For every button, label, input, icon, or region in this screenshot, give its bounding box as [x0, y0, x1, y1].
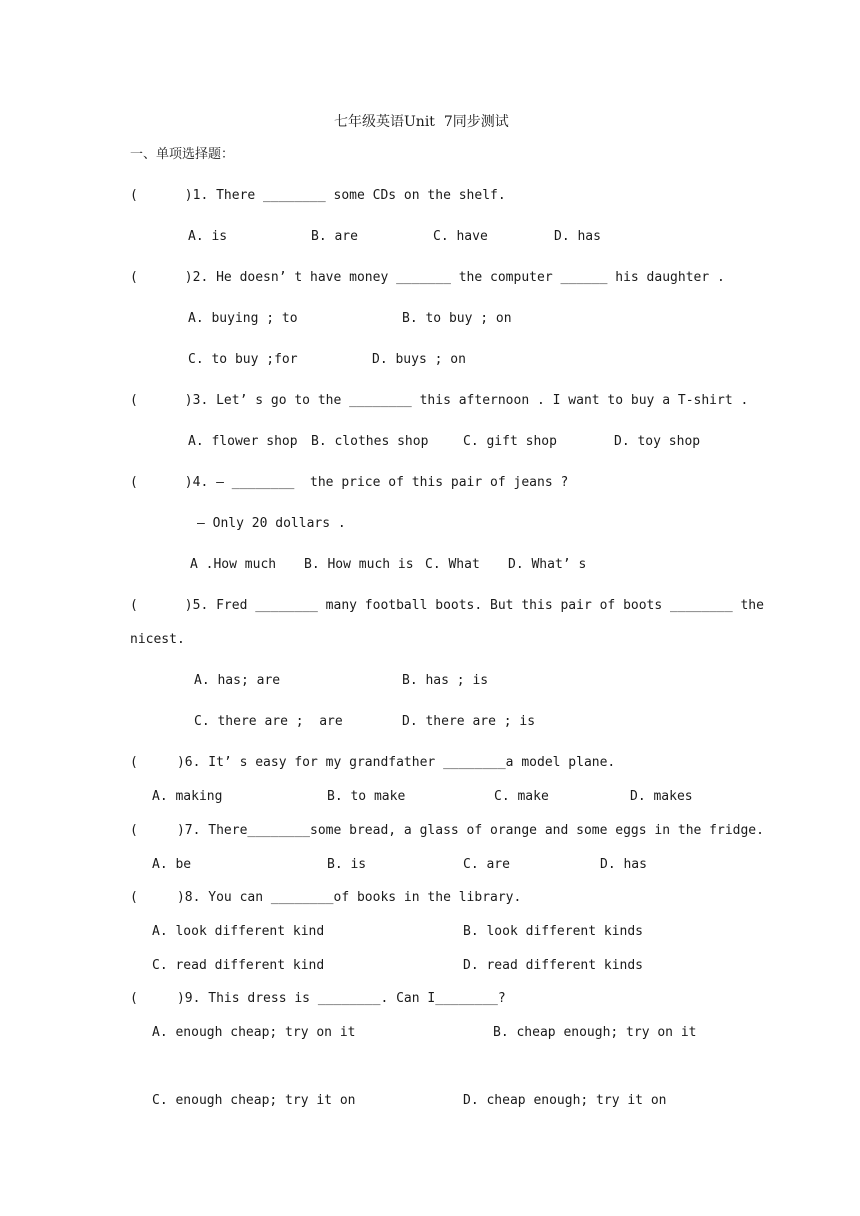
question-5-stem: ( )5. Fred ________ many football boots. But this pair of boots ________ the: [130, 598, 764, 613]
question-6-stem: ( )6. It’ s easy for my grandfather ________a model plane.: [130, 755, 616, 770]
q9-option-d: D. cheap enough; try it on: [463, 1093, 667, 1108]
q5-option-c: C. there are ; are: [194, 714, 343, 729]
q8-option-a: A. look different kind: [152, 924, 325, 939]
question-2-stem: ( )2. He doesn’ t have money _______ the computer ______ his daughter .: [130, 270, 725, 285]
q3-option-c: C. gift shop: [463, 434, 557, 449]
q4-option-d: D. What’ s: [508, 557, 587, 572]
q3-option-a: A. flower shop: [188, 434, 298, 449]
q2-option-d: D. buys ; on: [372, 352, 466, 367]
q7-option-d: D. has: [600, 857, 647, 872]
q2-option-b: B. to buy ; on: [402, 311, 512, 326]
question-4-answer-line: — Only 20 dollars .: [197, 516, 346, 531]
q4-option-a: A .How much: [190, 557, 277, 572]
q9-option-c: C. enough cheap; try it on: [152, 1093, 356, 1108]
q1-option-d: D. has: [554, 229, 601, 244]
q6-option-c: C. make: [494, 789, 549, 804]
q3-option-b: B. clothes shop: [311, 434, 429, 449]
q1-option-c: C. have: [433, 229, 488, 244]
question-4-stem: ( )4. — ________ the price of this pair of jeans ?: [130, 475, 569, 490]
q6-option-a: A. making: [152, 789, 223, 804]
q6-option-d: D. makes: [630, 789, 693, 804]
q8-option-b: B. look different kinds: [463, 924, 644, 939]
question-1-stem: ( )1. There ________ some CDs on the shelf.: [130, 188, 506, 203]
q1-option-b: B. are: [311, 229, 358, 244]
q7-option-a: A. be: [152, 857, 192, 872]
q7-option-c: C. are: [463, 857, 510, 872]
section-heading: 一、单项选择题：: [130, 147, 235, 162]
q7-option-b: B. is: [327, 857, 367, 872]
question-7-stem: ( )7. There________some bread, a glass of orange and some eggs in the fridge.: [130, 823, 764, 838]
q1-option-a: A. is: [188, 229, 228, 244]
question-3-stem: ( )3. Let’ s go to the ________ this afternoon . I want to buy a T-shirt .: [130, 393, 749, 408]
question-9-stem: ( )9. This dress is ________. Can I________?: [130, 991, 506, 1006]
q4-option-c: C. What: [425, 557, 480, 572]
q8-option-c: C. read different kind: [152, 958, 325, 973]
question-5-stem-continued: nicest.: [130, 632, 185, 647]
question-8-stem: ( )8. You can ________of books in the library.: [130, 890, 522, 905]
q5-option-a: A. has; are: [194, 673, 281, 688]
q6-option-b: B. to make: [327, 789, 406, 804]
q8-option-d: D. read different kinds: [463, 958, 644, 973]
q9-option-b: B. cheap enough; try on it: [493, 1025, 697, 1040]
q5-option-d: D. there are ; is: [402, 714, 536, 729]
page-title: 七年级英语Unit 7同步测试: [334, 114, 509, 130]
q2-option-a: A. buying ; to: [188, 311, 298, 326]
q2-option-c: C. to buy ;for: [188, 352, 298, 367]
q5-option-b: B. has ; is: [402, 673, 489, 688]
q9-option-a: A. enough cheap; try on it: [152, 1025, 356, 1040]
q4-option-b: B. How much is: [304, 557, 414, 572]
q3-option-d: D. toy shop: [614, 434, 701, 449]
